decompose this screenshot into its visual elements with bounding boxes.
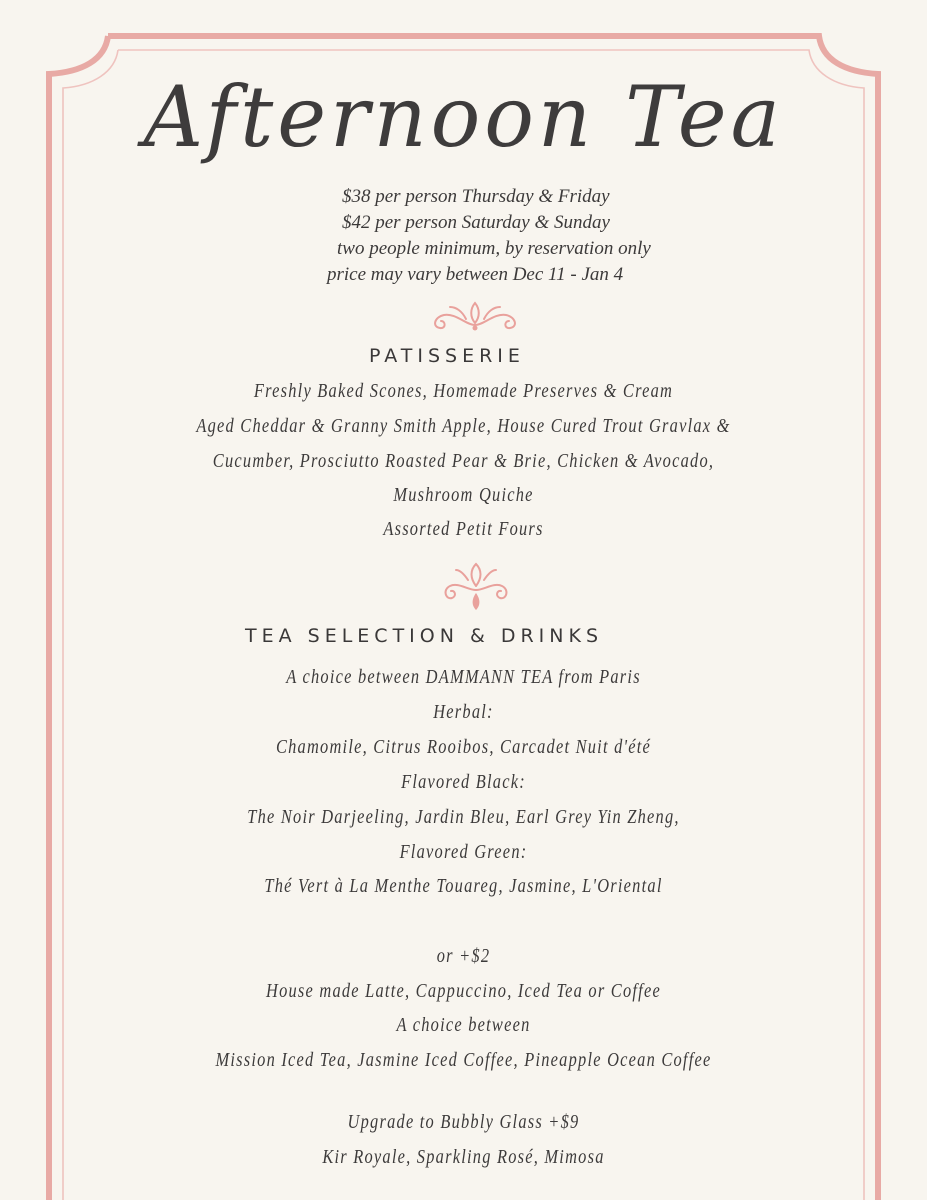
holiday-price-note: price may vary between Dec 11 - Jan 4	[327, 264, 624, 285]
drinks-heading: TEA SELECTION & DRINKS	[245, 625, 604, 647]
drinks-item: Kir Royale, Sparkling Rosé, Mimosa	[322, 1146, 605, 1168]
drinks-item: Flavored Black:	[401, 771, 526, 793]
patisserie-item: Freshly Baked Scones, Homemade Preserves & Cream	[253, 380, 674, 402]
drinks-item: The Noir Darjeeling, Jardin Bleu, Earl Grey Yin Zheng,	[247, 806, 680, 828]
scroll-flourish-icon	[426, 295, 524, 333]
drinks-item: House made Latte, Cappuccino, Iced Tea or Coffee	[266, 980, 661, 1002]
patisserie-heading: PATISSERIE	[369, 345, 525, 367]
drinks-item: Mission Iced Tea, Jasmine Iced Coffee, Pineapple Ocean Coffee	[215, 1049, 712, 1071]
price-weekday: $38 per person Thursday & Friday	[342, 186, 610, 207]
patisserie-item: Mushroom Quiche	[393, 484, 534, 506]
drinks-item: Upgrade to Bubbly Glass +$9	[347, 1111, 580, 1133]
reservation-note: two people minimum, by reservation only	[337, 238, 651, 259]
drinks-item: A choice between DAMMANN TEA from Paris	[286, 666, 641, 688]
drinks-item: Flavored Green:	[399, 841, 528, 863]
fleur-ornament-icon	[438, 560, 514, 612]
patisserie-item: Assorted Petit Fours	[383, 518, 544, 540]
drinks-item: Herbal:	[433, 701, 494, 723]
drinks-item: or +$2	[436, 945, 491, 967]
patisserie-item: Aged Cheddar & Granny Smith Apple, House Cured Trout Gravlax &	[196, 415, 731, 437]
drinks-item: A choice between	[396, 1014, 531, 1036]
drinks-item: Thé Vert à La Menthe Touareg, Jasmine, L'Oriental	[264, 875, 663, 897]
patisserie-item: Cucumber, Prosciutto Roasted Pear & Brie, Chicken & Avocado,	[212, 450, 715, 472]
price-weekend: $42 per person Saturday & Sunday	[342, 212, 610, 233]
page-title: Afternoon Tea	[143, 68, 784, 166]
drinks-item: Chamomile, Citrus Rooibos, Carcadet Nuit d'été	[275, 736, 652, 758]
